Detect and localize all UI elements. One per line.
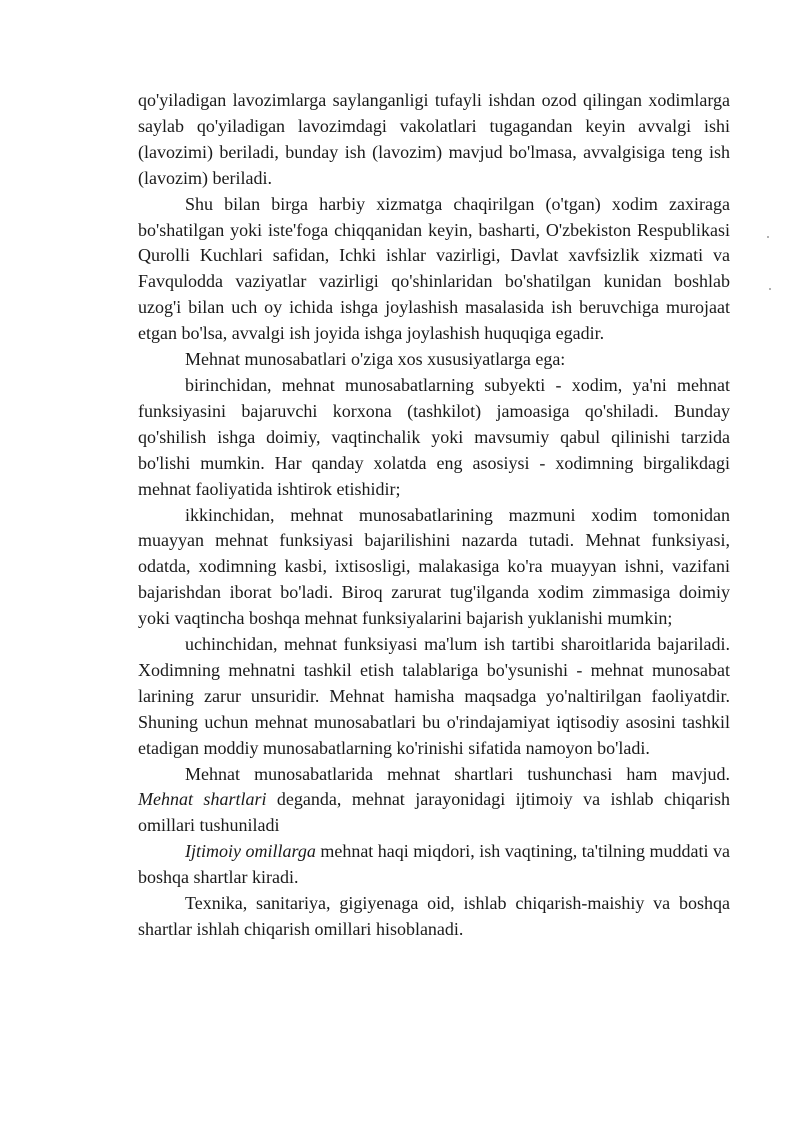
paragraph-6: uchinchidan, mehnat funksiyasi ma'lum ish tartibi sharoitlarida bajariladi. Xodimning mehnatni tashkil etish talablariga bo'ysunishi - mehnat munosabat larining zarur unsuridir. Mehnat hamisha maqsadga yo'naltirilgan faoliyatdir. Shuning uchun mehnat munosabatlari bu o'rindajamiyat iqtisodiy asosini tashkil etadigan moddiy munosabatlarning ko'rinishi sifatida namoyon bo'ladi. <box>138 634 730 758</box>
paragraph-8-rest: mehnat haqi miqdori, ish vaqtining, ta'tilning muddati va boshqa shartlar kiradi. <box>138 841 731 888</box>
paragraph-7 <box>138 762 730 840</box>
paragraph-8 <box>138 839 730 891</box>
margin-dot <box>769 288 771 290</box>
paragraph-4: birinchidan, mehnat munosabatlarning subyekti - xodim, ya'ni mehnat funksiyasini bajaruvchi korxona (tashkilot) jamoasiga qo'shiladi. Bunday qo'shilish ishga doimiy, vaqtinchalik yoki mavsumiy qabul qilinishi tarzida bo'lishi mumkin. Har qanday xolatda eng asosiysi - xodimning birgalikdagi mehnat faoliyatida ishtirok etishidir; <box>138 374 730 499</box>
paragraph-9: Texnika, sanitariya, gigiyenaga oid, ishlab chiqarish-maishiy va boshqa shartlar ishlah chiqarish omillari hisoblanadi. <box>138 893 730 939</box>
paragraph-1: qo'yiladigan lavozimlarga saylanganligi tufayli ishdan ozod qilingan xodimlarga saylab qo'yiladigan lavozimdagi vakolatlari tugagandan keyin avvalgi ishi (lavozimi) beriladi, bunday ish (lavozim) mavjud bo'lmasa, avvalgisiga teng ish (lavozim) beriladi. <box>138 90 730 188</box>
document-page <box>138 88 730 943</box>
paragraph-5: ikkinchidan, mehnat munosabatlarining mazmuni xodim tomonidan muayyan mehnat funksiyasi bajarilishini nazarda tutadi. Mehnat funksiyasi, odatda, xodimning kasbi, ixtisosligi, malakasiga ko'ra muayyan ishni, vazifani bajarishdan iborat bo'ladi. Biroq zarurat tug'ilganda xodim zimmasiga doimiy yoki vaqtincha boshqa mehnat funksiyalarini bajarish yuklanishi mumkin; <box>138 504 730 629</box>
paragraph-8-italic: Ijtimoiy omillarga <box>185 841 316 862</box>
margin-dot <box>767 236 769 238</box>
paragraph-7-text: Mehnat munosabatlarida mehnat shartlari tushunchasi ham mavjud. <box>185 763 730 784</box>
paragraph-7-italic: Mehnat shartlari <box>138 789 267 810</box>
paragraph-3: Mehnat munosabatlari o'ziga xos xususiyatlarga ega: <box>185 349 566 370</box>
paragraph-2: Shu bilan birga harbiy xizmatga chaqirilgan (o'tgan) xodim zaxiraga bo'shatilgan yoki iste'foga chiqqanidan keyin, basharti, O'zbekiston Respublikasi Qurolli Kuchlari safidan, Ichki ishlar vazirligi, Davlat xavfsizlik xizmati va Favqulodda vaziyatlar vazirligi qo'shinlaridan bo'shatilgan kunidan boshlab uzog'i bilan uch oy ichida ishga joylashish masalasida ish beruvchiga murojaat etgan bo'lsa, avvalgi ish joyida ishga joylashish huquqiga egadir. <box>138 193 730 344</box>
paragraph-7-rest: deganda, mehnat jarayonidagi ijtimoiy va ishlab chiqarish omillari tushuniladi <box>138 789 730 836</box>
